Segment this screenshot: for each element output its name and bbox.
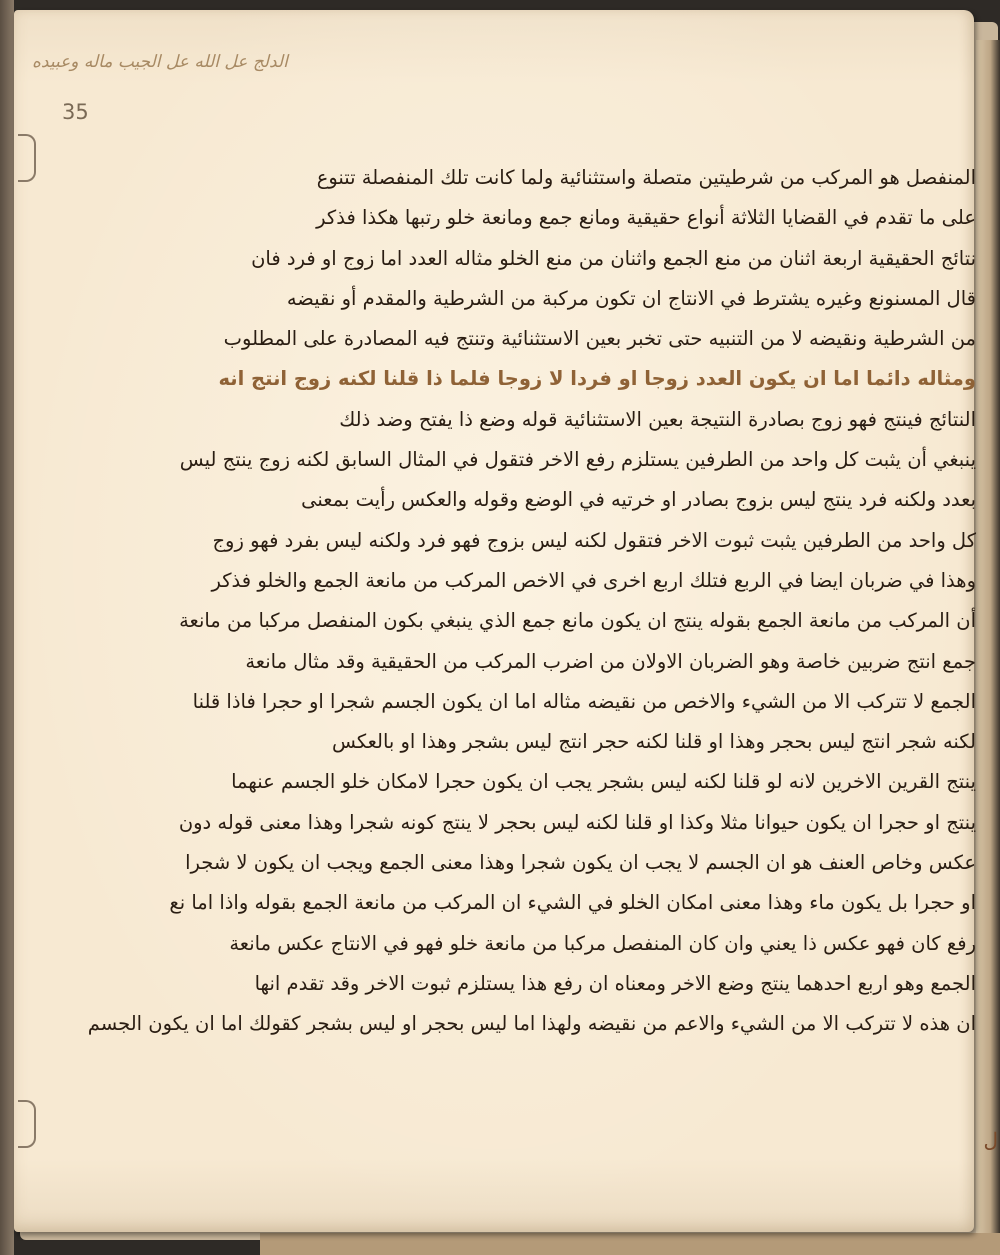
text-line-rubric: ومثاله دائما اما ان يكون العدد زوجا او فردا لا زوجا فلما ذا قلنا لكنه زوج انتج انه <box>218 367 976 391</box>
binding-bottom-edge <box>260 1233 1000 1255</box>
text-line: بعدد ولكنه فرد ينتج ليس بزوج بصادر او خرتيه في الوضع وقوله والعكس رأيت بمعنى <box>301 488 976 512</box>
text-line: جمع انتج ضربين خاصة وهو الضربان الاولان من اضرب المركب من الحقيقية وقد مثال مانعة <box>245 649 976 673</box>
manuscript-text-block <box>87 158 976 1045</box>
adjacent-page-edge <box>976 40 1000 1240</box>
text-line: رفع كان فهو عكس ذا يعني وان كان المنفصل مركبا من مانعة خلو فهو في الانتاج عكس مانعة <box>229 931 976 955</box>
text-line: أن المركب من مانعة الجمع بقوله ينتج ان يكون مانع جمع الذي ينبغي بكون المنفصل مركبا من مانعة <box>179 609 976 633</box>
text-line: كل واحد من الطرفين يثبت ثبوت الاخر فتقول لكنه ليس بزوج فهو فرد ولكنه ليس بفرد فهو زوج <box>212 528 976 552</box>
manuscript-page <box>14 10 974 1232</box>
text-line: النتائج فينتج فهو زوج بصادرة النتيجة بعين الاستثنائية قوله وضع ذا يفتح وضد ذلك <box>339 407 976 431</box>
page-tab-marker-bottom <box>18 1100 36 1148</box>
text-line: قال المسنونع وغيره يشترط في الانتاج ان تكون مركبة من الشرطية والمقدم أو نقيضه <box>286 286 976 310</box>
text-line: المنفصل هو المركب من شرطيتين متصلة واستثنائية ولما كانت تلك المنفصلة تتنوع <box>316 166 976 189</box>
text-line: ينبغي أن يثبت كل واحد من الطرفين يستلزم رفع الاخر فتقول في المثال السابق لكنه زوج ينتج ليس <box>179 448 976 472</box>
text-line: من الشرطية ونقيضه لا من التنبيه حتى تخبر بعين الاستثنائية وتنتج فيه المصادرة على المطلوب <box>223 327 976 351</box>
text-line: ينتج او حجرا ان يكون حيوانا مثلا وكذا او قلنا لكنه ليس بحجر لا ينتج كونه شجرا وهذا معنى قوله دون <box>178 810 976 834</box>
folio-number: 35 <box>62 100 89 124</box>
text-line: ان هذه لا تتركب الا من الشيء والاعم من نقيضه ولهذا اما ليس بحجر او ليس بشجر كقولك اما ان يكون الجسم <box>87 1012 976 1036</box>
page-tab-marker-top <box>18 134 36 182</box>
text-line: على ما تقدم في القضايا الثلاثة أنواع حقيقية ومانع جمع ومانعة خلو رتبها هكذا فذكر <box>316 206 976 230</box>
text-line: الجمع لا تتركب الا من الشيء والاخص من نقيضه مثاله اما ان يكون الجسم شجرا او حجرا فاذا قلنا <box>192 689 976 713</box>
text-line: عكس وخاص العنف هو ان الجسم لا يجب ان يكون شجرا وهذا معنى الجمع ويجب ان يكون لا شجرا <box>185 851 976 875</box>
text-line: لكنه شجر انتج ليس بحجر وهذا او قلنا لكنه حجر انتج ليس بشجر وهذا او بالعكس <box>331 730 976 754</box>
text-line: نتائج الحقيقية اربعة اثنان من منع الجمع واثنان من منع الخلو مثاله العدد اما زوج او فرد فان <box>251 246 976 270</box>
text-line: ينتج القرين الاخرين لانه لو قلنا لكنه ليس بشجر يجب ان يكون حجرا لامكان خلو الجسم عنهما <box>231 770 976 794</box>
text-line: وهذا في ضربان ايضا في الربع فتلك اربع اخرى في الاخص المركب من مانعة الجمع والخلو فذكر <box>211 568 976 592</box>
margin-invocation-note: الدلج عل الله عل الجيب ماله وعبيده <box>32 52 288 72</box>
text-line: الجمع وهو اربع احدهما ينتج وضع الاخر ومعناه ان رفع هذا يستلزم ثبوت الاخر وقد تقدم انها <box>254 971 976 995</box>
book-spine-shadow <box>0 0 14 1255</box>
text-line: او حجرا بل يكون ماء وهذا معنى امكان الخلو في الشيء ان المركب من مانعة الجمع بقوله واذا اما نع <box>169 891 976 915</box>
adjacent-page-glyph: ل <box>983 1128 998 1152</box>
